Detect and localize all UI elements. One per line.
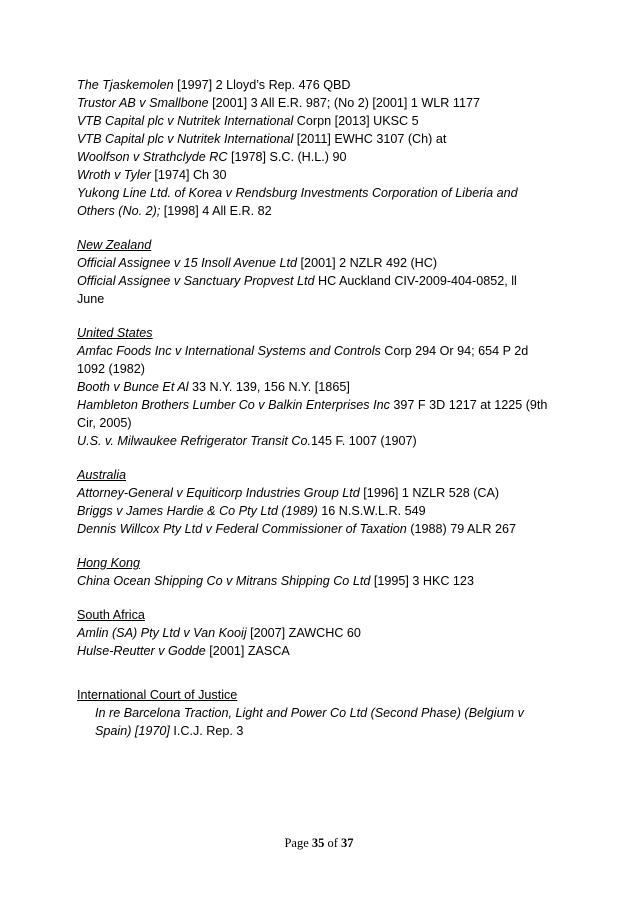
citation-text: 33 N.Y. 139, 156 N.Y. [1865] [188, 380, 350, 394]
case-name: VTB Capital plc v Nutritek International [77, 132, 294, 146]
case-citation-line [77, 166, 227, 184]
case-name: Yukong Line Ltd. of Korea v Rendsburg Investments Corporation of Liberia and [77, 186, 518, 200]
citation-text: 16 N.S.W.L.R. 549 [317, 504, 426, 518]
case-citation-line [77, 502, 426, 520]
footer-of-word: of [324, 836, 342, 850]
case-citation-line [77, 360, 145, 378]
citation-text: [2001] 3 All E.R. 987; (No 2) [2001] 1 WLR 1177 [208, 96, 480, 110]
citation-text: [1997] 2 Lloyd’s Rep. 476 QBD [173, 78, 351, 92]
citation-text: HC Auckland CIV-2009-404-0852, ll [314, 274, 517, 288]
section-heading [77, 686, 237, 704]
footer-page-word: Page [284, 836, 312, 850]
case-citation-line [77, 642, 290, 660]
case-citation-line [77, 624, 361, 642]
citation-text: Cir, 2005) [77, 416, 132, 430]
section-heading [77, 324, 153, 342]
case-name: Official Assignee v 15 Insoll Avenue Ltd [77, 256, 298, 270]
citation-text: (1988) 79 ALR 267 [406, 522, 517, 536]
citation-text: 1092 (1982) [77, 362, 145, 376]
case-name: Amfac Foods Inc v International Systems and Controls [77, 344, 381, 358]
case-citation-line [77, 76, 350, 94]
case-name: Others (No. 2); [77, 204, 161, 218]
case-citation-line [77, 432, 417, 450]
case-name: Amlin (SA) Pty Ltd v Van Kooij [77, 626, 247, 640]
case-citation-line [77, 272, 517, 290]
case-name: Trustor AB v Smallbone [77, 96, 209, 110]
case-name: Attorney-General v Equiticorp Industries Group Ltd [77, 486, 360, 500]
page-footer [0, 836, 638, 851]
citation-text: [2001] 2 NZLR 492 (HC) [297, 256, 438, 270]
case-citation-line [77, 290, 104, 308]
case-citation-line [77, 414, 132, 432]
citation-text: [1998] 4 All E.R. 82 [160, 204, 272, 218]
citation-text: [2001] ZASCA [205, 644, 290, 658]
case-citation-line [77, 148, 346, 166]
citation-text: I.C.J. Rep. 3 [169, 724, 244, 738]
citation-text: [2011] EWHC 3107 (Ch) at [293, 132, 447, 146]
case-name: China Ocean Shipping Co v Mitrans Shipping Co Ltd [77, 574, 371, 588]
footer-page-number: 35 [311, 836, 325, 850]
citation-text: June [77, 292, 105, 306]
section-heading-text: International Court of Justice [77, 688, 238, 702]
case-name: Woolfson v Strathclyde RC [77, 150, 228, 164]
case-citation-line [77, 396, 547, 414]
citation-text: [1996] 1 NZLR 528 (CA) [359, 486, 500, 500]
case-name: Spain) [1970] [95, 724, 170, 738]
citation-text: [1995] 3 HKC 123 [370, 574, 474, 588]
case-citation-line [77, 184, 518, 202]
case-name: Briggs v James Hardie & Co Pty Ltd (1989) [77, 504, 318, 518]
citation-text: [1978] S.C. (H.L.) 90 [227, 150, 347, 164]
case-citation-line [77, 484, 499, 502]
case-citation-line [77, 378, 350, 396]
case-name: Wroth v Tyler [77, 168, 151, 182]
case-citation-line [95, 704, 524, 722]
footer-total-pages: 37 [341, 836, 354, 850]
case-name: VTB Capital plc v Nutritek International [77, 114, 294, 128]
case-citation-line [77, 342, 528, 360]
case-citation-line [77, 572, 474, 590]
citation-text: Corpn [2013] UKSC 5 [293, 114, 419, 128]
case-citation-line [77, 520, 516, 538]
case-citation-line [77, 94, 480, 112]
section-heading [77, 554, 140, 572]
citation-text: [2007] ZAWCHC 60 [246, 626, 361, 640]
case-name: U.S. v. Milwaukee Refrigerator Transit Co. [77, 434, 311, 448]
section-heading [77, 466, 126, 484]
case-citation-line [77, 202, 272, 220]
citation-text: 397 F 3D 1217 at 1225 (9th [389, 398, 548, 412]
case-name: In re Barcelona Traction, Light and Power Co Ltd (Second Phase) (Belgium v [95, 706, 524, 720]
case-name: Dennis Willcox Pty Ltd v Federal Commissioner of Taxation [77, 522, 407, 536]
case-name: The Tjaskemolen [77, 78, 174, 92]
case-name: Hulse-Reutter v Godde [77, 644, 206, 658]
case-name: Official Assignee v Sanctuary Propvest Ltd [77, 274, 315, 288]
case-name: Booth v Bunce Et Al [77, 380, 189, 394]
section-heading-text: South Africa [77, 608, 145, 622]
section-heading-text: United States [77, 326, 153, 340]
case-citation-line [77, 254, 437, 272]
section-heading-text: Hong Kong [77, 556, 141, 570]
case-citation-line [77, 112, 419, 130]
case-citation-line [95, 722, 243, 740]
section-heading-text: New Zealand [77, 238, 152, 252]
case-citation-line [77, 130, 446, 148]
section-heading [77, 606, 145, 624]
citation-text: 145 F. 1007 (1907) [311, 434, 417, 448]
section-heading-text: Australia [77, 468, 126, 482]
section-heading [77, 236, 151, 254]
citation-text: Corp 294 Or 94; 654 P 2d [380, 344, 529, 358]
case-name: Hambleton Brothers Lumber Co v Balkin Enterprises Inc [77, 398, 390, 412]
citation-text: [1974] Ch 30 [150, 168, 227, 182]
